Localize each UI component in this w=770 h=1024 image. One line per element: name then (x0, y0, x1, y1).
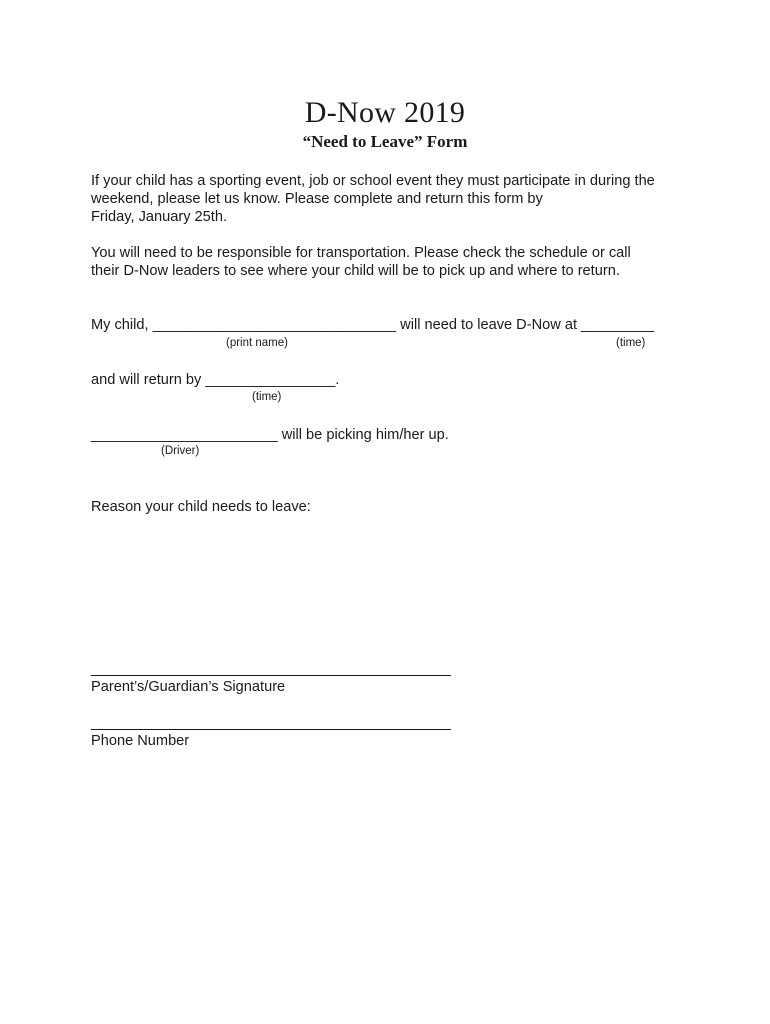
return-time-hint: (time) (252, 391, 282, 403)
phone-label: Phone Number (91, 733, 190, 749)
signature-label: Parent’s/Guardian’s Signature (91, 679, 286, 695)
print-name-hint: (print name) (226, 337, 288, 349)
driver-hint: (Driver) (161, 445, 200, 457)
transport-line-1: You will need to be responsible for transportation. Please check the schedule or call (91, 245, 631, 261)
driver-line: _______________________ will be picking him/her up. (91, 427, 449, 443)
intro-line-1: If your child has a sporting event, job or school event they must participate in during the (91, 173, 655, 189)
intro-line-2: weekend, please let us know. Please complete and return this form by (91, 191, 543, 207)
return-line: and will return by ________________. (91, 372, 340, 388)
form-title: D-Now 2019 (304, 96, 466, 129)
signature-line (91, 675, 451, 676)
reason-label: Reason your child needs to leave: (91, 499, 311, 515)
leave-time-hint: (time) (616, 337, 646, 349)
transport-line-2: their D-Now leaders to see where your child will be to pick up and where to return. (91, 263, 620, 279)
form-subtitle: “Need to Leave” Form (302, 132, 468, 151)
child-leave-line: My child, ______________________________ will need to leave D-Now at _________ (91, 317, 655, 333)
intro-paragraph (91, 172, 655, 226)
phone-line (91, 729, 451, 730)
transport-paragraph (91, 244, 631, 280)
intro-line-3: Friday, January 25th. (91, 209, 228, 225)
